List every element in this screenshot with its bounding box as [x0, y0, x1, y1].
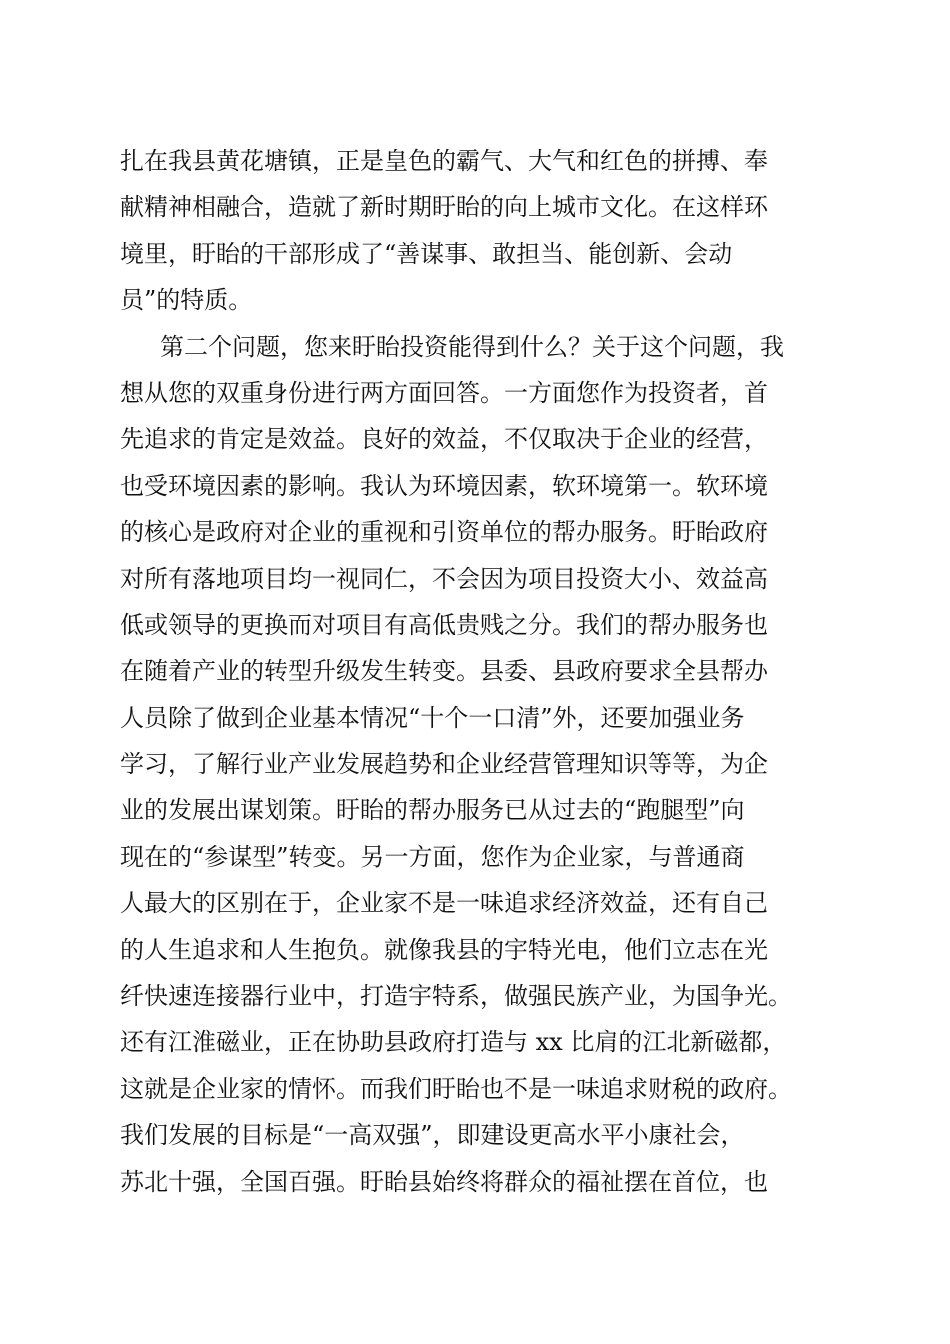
- text-line: 学习，了解行业产业发展趋势和企业经营管理知识等等，为企: [120, 750, 768, 779]
- text-line: 苏北十强，全国百强。盱眙县始终将群众的福祉摆在首位，也: [120, 1167, 768, 1196]
- text-line: 扎在我县黄花塘镇，正是皇色的霸气、大气和红色的拼搏、奉: [120, 147, 768, 175]
- text-line: 员”的特质。: [120, 286, 253, 315]
- text-line: 人员除了做到企业基本情况“十个一口清”外，还要加强业务: [120, 703, 745, 732]
- text-line: 低或领导的更换而对项目有高低贵贱之分。我们的帮办服务也: [120, 610, 768, 639]
- text-line: 纤快速连接器行业中，打造宇特系，做强民族产业，为国争光。: [120, 982, 792, 1011]
- text-line: 境里，盱眙的干部形成了“善谋事、敢担当、能创新、会动: [120, 239, 733, 268]
- body-text: [120, 138, 832, 1205]
- text-line: 这就是企业家的情怀。而我们盱眙也不是一味追求财税的政府。: [120, 1074, 792, 1103]
- text-line: 想从您的双重身份进行两方面回答。一方面您作为投资者，首: [120, 378, 768, 407]
- text-line: 在随着产业的转型升级发生转变。县委、县政府要求全县帮办: [120, 657, 768, 686]
- text-line: 业的发展出谋划策。盱眙的帮办服务已从过去的“跑腿型”向: [120, 796, 745, 825]
- text-line: 也受环境因素的影响。我认为环境因素，软环境第一。软环境: [120, 471, 768, 500]
- text-line: 我们发展的目标是“一高双强”，即建设更高水平小康社会，: [120, 1121, 745, 1150]
- text-line: 的核心是政府对企业的重视和引资单位的帮办服务。盱眙政府: [120, 518, 768, 547]
- paragraph-start-line: 第二个问题，您来盱眙投资能得到什么？关于这个问题，我: [160, 332, 784, 361]
- text-line: 现在的“参谋型”转变。另一方面，您作为企业家，与普通商: [120, 842, 745, 871]
- text-line: 先追求的肯定是效益。良好的效益，不仅取决于企业的经营，: [120, 425, 768, 454]
- text-line: 献精神相融合，造就了新时期盱眙的向上城市文化。在这样环: [120, 193, 768, 222]
- text-line: 对所有落地项目均一视同仁，不会因为项目投资大小、效益高: [120, 564, 768, 593]
- text-line: 还有江淮磁业，正在协助县政府打造与 xx 比肩的江北新磁都，: [120, 1028, 787, 1057]
- text-line: 的人生追求和人生抱负。就像我县的宇特光电，他们立志在光: [120, 935, 768, 964]
- text-line: 人最大的区别在于，企业家不是一味追求经济效益，还有自己: [120, 889, 768, 918]
